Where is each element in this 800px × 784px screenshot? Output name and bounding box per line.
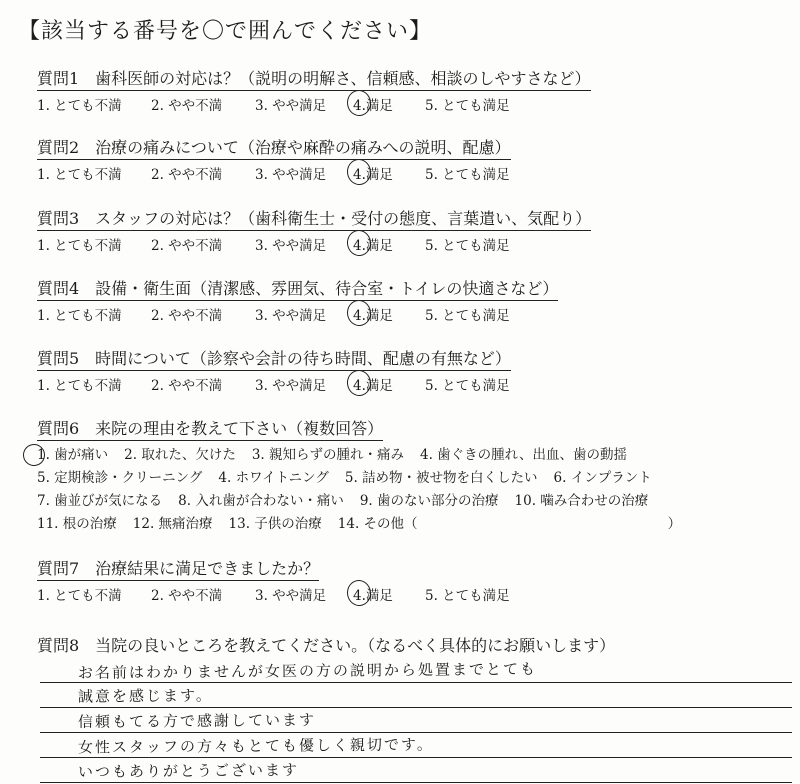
reason-option[interactable]: 5. 定期検診・クリーニング [37,470,203,486]
choice-1[interactable]: 1. とても不満 [37,238,122,254]
choice-4-selected[interactable]: 4.満足 [353,374,425,394]
rating-choices [37,163,535,183]
question-title: 質問4 設備・衛生面（清潔感、雰囲気、待合室・トイレの快適さなど） [37,276,558,301]
choice-1[interactable]: 1. とても不満 [37,588,122,604]
reason-options [37,444,697,536]
choice-4-selected[interactable]: 4.満足 [353,584,425,604]
choice-3[interactable]: 3. やや満足 [255,167,327,183]
reason-option[interactable]: 4. 歯ぐきの腫れ、出血、歯の動揺 [420,447,627,463]
question-5 [37,346,535,394]
rating-choices [37,94,591,114]
reason-option[interactable]: 9. 歯のない部分の治療 [359,493,499,509]
rating-choices [37,374,535,394]
choice-1[interactable]: 1. とても不満 [37,167,122,183]
choice-2[interactable]: 2. やや不満 [151,238,223,254]
reason-row [37,513,697,536]
question-4 [37,276,558,324]
reason-option[interactable]: 13. 子供の治療 [228,516,322,532]
question-title: 質問6 来院の理由を教えて下さい（複数回答） [37,416,383,441]
question-2 [37,135,535,183]
choice-2[interactable]: 2. やや不満 [151,98,223,114]
reason-row [37,467,697,490]
answer-line [40,733,792,758]
answer-line [40,683,792,708]
choice-4-selected[interactable]: 4.満足 [353,163,425,183]
question-title: 質問5 時間について（診察や会計の待ち時間、配慮の有無など） [37,346,511,371]
choice-2[interactable]: 2. やや不満 [151,308,223,324]
reason-option[interactable]: 2. 取れた、欠けた [124,447,236,463]
handwritten-text: お名前はわかりませんが女医の方の説明から処置までとても [77,659,538,683]
choice-5[interactable]: 5. とても満足 [425,378,510,394]
question-3 [37,206,591,254]
reason-row [37,444,697,467]
choice-4-selected[interactable]: 4.満足 [353,304,425,324]
handwritten-answer-area[interactable] [40,658,792,783]
choice-2[interactable]: 2. やや不満 [151,378,223,394]
rating-choices [37,234,591,254]
choice-5[interactable]: 5. とても満足 [425,238,510,254]
choice-4-selected[interactable]: 4.満足 [353,234,425,254]
choice-3[interactable]: 3. やや満足 [255,98,327,114]
question-title: 質問1 歯科医師の対応は？（説明の明解さ、信頼感、相談のしやすさなど） [37,66,591,91]
answer-line [40,708,792,733]
choice-2[interactable]: 2. やや不満 [151,167,223,183]
rating-choices [37,304,558,324]
choice-3[interactable]: 3. やや満足 [255,308,327,324]
reason-1-selected[interactable]: 1. 歯が痛い [37,444,108,467]
question-1 [37,66,591,114]
choice-3[interactable]: 3. やや満足 [255,378,327,394]
question-7 [37,556,535,604]
choice-3[interactable]: 3. やや満足 [255,238,327,254]
reason-option[interactable]: 11. 根の治療 [37,516,117,532]
choice-5[interactable]: 5. とても満足 [425,308,510,324]
reason-option[interactable]: 12. 無痛治療 [132,516,213,532]
choice-5[interactable]: 5. とても満足 [425,167,510,183]
question-title: 質問3 スタッフの対応は？（歯科衛生士・受付の態度、言葉遣い、気配り） [37,206,591,231]
handwritten-text: 誠意を感じます。 [77,686,213,706]
reason-option[interactable]: 8. 入れ歯が合わない・痛い [178,493,344,509]
answer-line [40,758,792,783]
choice-1[interactable]: 1. とても不満 [37,308,122,324]
question-title: 質問8 当院の良いところを教えてください。（なるべく具体的にお願いします） [37,636,616,655]
handwritten-text: 信頼もてる方で感謝しています [77,710,317,732]
choice-5[interactable]: 5. とても満足 [425,98,510,114]
question-8 [37,633,797,657]
handwritten-text: 女性スタッフの方々もとても優しく親切です。 [77,735,434,757]
reason-other-close: ） [667,516,682,532]
reason-row [37,490,697,513]
page-title: 【該当する番号を〇で囲んでください】 [18,19,433,44]
question-title: 質問2 治療の痛みについて（治療や麻酔の痛みへの説明、配慮） [37,135,511,160]
reason-option[interactable]: 10. 噛み合わせの治療 [514,493,649,509]
choice-5[interactable]: 5. とても満足 [425,588,510,604]
reason-option[interactable]: 7. 歯並びが気になる [37,493,163,509]
choice-1[interactable]: 1. とても不満 [37,378,122,394]
question-title: 質問7 治療結果に満足できましたか？ [37,556,319,581]
reason-other-label[interactable]: 14. その他（ [337,516,418,532]
rating-choices [37,584,535,604]
reason-option[interactable]: 4. ホワイトニング [218,470,329,486]
reason-option[interactable]: 5. 詰め物・被せ物を白くしたい [344,470,538,486]
choice-1[interactable]: 1. とても不満 [37,98,122,114]
reason-option[interactable]: 6. インプラント [553,470,652,486]
choice-2[interactable]: 2. やや不満 [151,588,223,604]
reason-option[interactable]: 3. 親知らずの腫れ・痛み [251,447,405,463]
handwritten-text: いつもありがとうございます [77,761,300,781]
question-6 [37,416,697,536]
choice-3[interactable]: 3. やや満足 [255,588,327,604]
choice-4-selected[interactable]: 4.満足 [353,94,425,114]
answer-line [40,658,792,683]
